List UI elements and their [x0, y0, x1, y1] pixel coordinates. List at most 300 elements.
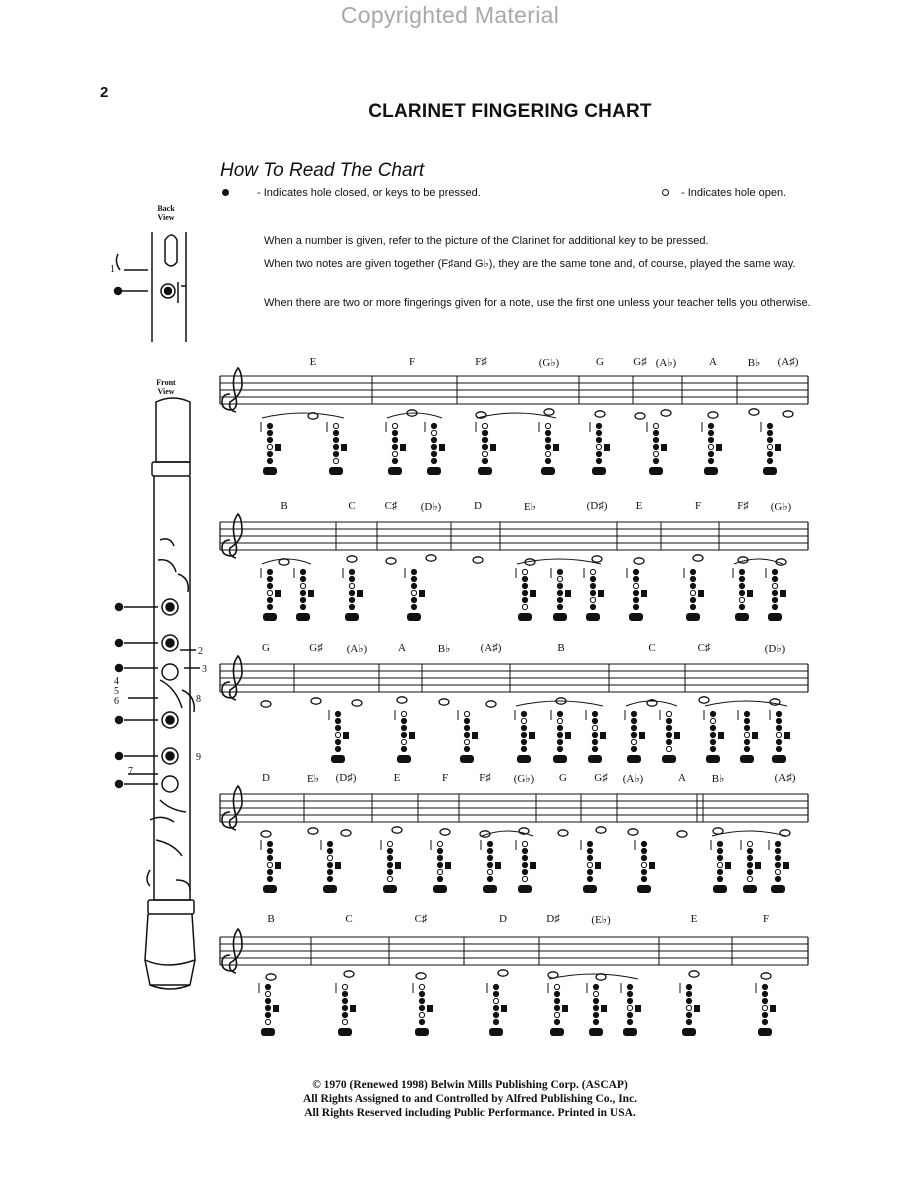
- closed-hole-icon: [690, 583, 695, 588]
- closed-hole-icon: [265, 998, 270, 1003]
- closed-hole-icon: [596, 430, 601, 435]
- key-number: 8: [196, 694, 201, 705]
- open-hole-icon: [545, 423, 550, 428]
- closed-hole-icon: [776, 711, 781, 716]
- side-key-icon: [747, 590, 753, 597]
- closed-hole-icon: [776, 739, 781, 744]
- closed-hole-icon: [437, 848, 442, 853]
- closed-hole-icon: [653, 437, 658, 442]
- note-name: E♭: [307, 773, 319, 785]
- alternate-bracket: [549, 974, 638, 979]
- note-name: (D♭): [764, 643, 786, 655]
- closed-hole-icon: [267, 876, 272, 881]
- note-name: C♯: [697, 642, 711, 654]
- closed-hole-icon: [666, 725, 671, 730]
- legend-closed: [222, 187, 481, 199]
- closed-hole-icon: [411, 569, 416, 574]
- note-head: [647, 700, 657, 706]
- closed-hole-icon: [717, 841, 722, 846]
- closed-hole-icon: [335, 718, 340, 723]
- key-cluster-icon: [329, 467, 343, 475]
- closed-hole-icon: [267, 423, 272, 428]
- note-head: [266, 974, 276, 980]
- closed-hole-icon: [767, 451, 772, 456]
- closed-hole-icon: [349, 576, 354, 581]
- open-hole-icon: [265, 1019, 270, 1024]
- key-cluster-icon: [338, 1028, 352, 1036]
- closed-hole-icon: [627, 984, 632, 989]
- note-head: [776, 559, 786, 565]
- open-dot-icon: [662, 189, 669, 196]
- note-head: [548, 972, 558, 978]
- open-hole-icon: [349, 583, 354, 588]
- note-head: [407, 410, 417, 416]
- closed-hole-icon: [545, 430, 550, 435]
- closed-hole-icon: [739, 604, 744, 609]
- closed-hole-icon: [587, 855, 592, 860]
- open-hole-icon: [762, 1005, 767, 1010]
- note-head: [525, 559, 535, 565]
- open-hole-icon: [776, 732, 781, 737]
- closed-hole-icon: [641, 855, 646, 860]
- closed-hole-icon: [387, 869, 392, 874]
- open-hole-icon: [265, 991, 270, 996]
- alternate-bracket: [262, 559, 311, 564]
- note-name: C: [345, 913, 353, 925]
- closed-hole-icon: [349, 604, 354, 609]
- key-cluster-icon: [758, 1028, 772, 1036]
- closed-hole-icon: [747, 848, 752, 853]
- closed-hole-icon: [545, 444, 550, 449]
- note-head: [311, 698, 321, 704]
- key-cluster-icon: [629, 613, 643, 621]
- closed-hole-icon: [431, 437, 436, 442]
- side-key-icon: [529, 732, 535, 739]
- side-key-icon: [752, 732, 758, 739]
- closed-hole-icon: [335, 739, 340, 744]
- closed-hole-icon: [487, 841, 492, 846]
- side-key-icon: [439, 444, 445, 451]
- closed-hole-icon: [554, 991, 559, 996]
- open-hole-icon: [482, 451, 487, 456]
- clarinet-back-view: [115, 232, 187, 342]
- closed-hole-icon: [392, 430, 397, 435]
- clarinet-front-view: [116, 398, 201, 989]
- closed-hole-icon: [592, 739, 597, 744]
- open-hole-icon: [522, 876, 527, 881]
- closed-hole-icon: [708, 437, 713, 442]
- closed-hole-icon: [482, 444, 487, 449]
- open-hole-icon: [767, 444, 772, 449]
- closed-hole-icon: [775, 841, 780, 846]
- side-key-icon: [694, 1005, 700, 1012]
- note-head: [595, 411, 605, 417]
- closed-hole-icon: [596, 423, 601, 428]
- treble-clef-icon: [222, 929, 242, 973]
- note-name: F: [694, 500, 702, 512]
- side-key-icon: [350, 1005, 356, 1012]
- key-cluster-icon: [541, 467, 555, 475]
- open-hole-icon: [464, 711, 469, 716]
- closed-hole-icon: [464, 746, 469, 751]
- open-hole-icon: [653, 451, 658, 456]
- note-head: [749, 409, 759, 415]
- closed-hole-icon: [633, 604, 638, 609]
- open-hole-icon: [267, 590, 272, 595]
- open-hole-icon: [557, 576, 562, 581]
- note-name: F: [762, 913, 770, 925]
- open-hole-icon: [392, 451, 397, 456]
- key-number: 7: [128, 766, 133, 777]
- copyright-line: © 1970 (Renewed 1998) Belwin Mills Publishing Corp. (ASCAP): [312, 1079, 628, 1091]
- closed-hole-icon: [775, 862, 780, 867]
- closed-hole-icon: [327, 869, 332, 874]
- closed-hole-icon: [522, 597, 527, 602]
- key-cluster-icon: [263, 885, 277, 893]
- closed-hole-icon: [739, 576, 744, 581]
- note-name: C♯: [384, 500, 398, 512]
- closed-hole-icon: [522, 869, 527, 874]
- key-cluster-icon: [623, 1028, 637, 1036]
- open-hole-icon: [593, 991, 598, 996]
- note-name: F: [408, 356, 416, 368]
- key-cluster-icon: [662, 755, 676, 763]
- key-cluster-icon: [489, 1028, 503, 1036]
- closed-hole-icon: [267, 597, 272, 602]
- closed-hole-icon: [267, 458, 272, 463]
- closed-hole-icon: [592, 746, 597, 751]
- closed-hole-icon: [557, 604, 562, 609]
- open-hole-icon: [333, 423, 338, 428]
- closed-hole-icon: [708, 423, 713, 428]
- note-name: (A♯): [774, 772, 796, 784]
- key-cluster-icon: [345, 613, 359, 621]
- note-name: G: [262, 642, 270, 654]
- closed-hole-icon: [267, 855, 272, 860]
- note-name: E: [635, 500, 643, 512]
- key-cluster-icon: [743, 885, 757, 893]
- watermark: Copyrighted Material: [340, 2, 560, 28]
- note-name: G: [596, 356, 604, 368]
- closed-hole-icon: [593, 998, 598, 1003]
- closed-hole-icon: [710, 711, 715, 716]
- closed-hole-icon: [590, 576, 595, 581]
- open-hole-icon: [627, 1005, 632, 1010]
- note-head: [558, 830, 568, 836]
- note-name: B♭: [747, 357, 761, 369]
- closed-hole-icon: [522, 848, 527, 853]
- open-hole-icon: [419, 984, 424, 989]
- note-name: (D♭): [420, 501, 442, 513]
- closed-hole-icon: [708, 458, 713, 463]
- note-head: [634, 558, 644, 564]
- open-hole-icon: [747, 876, 752, 881]
- closed-hole-icon: [767, 437, 772, 442]
- closed-hole-icon: [431, 451, 436, 456]
- side-key-icon: [275, 590, 281, 597]
- open-hole-icon: [521, 718, 526, 723]
- note-name: E: [690, 913, 698, 925]
- closed-hole-icon: [522, 855, 527, 860]
- closed-hole-icon: [387, 862, 392, 867]
- note-name: B: [280, 500, 288, 512]
- closed-hole-icon: [744, 746, 749, 751]
- closed-hole-icon: [349, 597, 354, 602]
- note-name: F♯: [475, 356, 487, 368]
- closed-hole-icon: [557, 746, 562, 751]
- closed-hole-icon: [690, 576, 695, 581]
- open-hole-icon: [587, 862, 592, 867]
- closed-hole-icon: [487, 855, 492, 860]
- key-cluster-icon: [478, 467, 492, 475]
- side-key-icon: [783, 862, 789, 869]
- note-name: A: [709, 356, 717, 368]
- closed-hole-icon: [521, 732, 526, 737]
- closed-hole-icon: [335, 746, 340, 751]
- key-cluster-icon: [740, 755, 754, 763]
- closed-hole-icon: [487, 876, 492, 881]
- side-key-icon: [674, 732, 680, 739]
- open-hole-icon: [300, 583, 305, 588]
- closed-hole-icon: [557, 583, 562, 588]
- open-hole-icon: [522, 569, 527, 574]
- closed-hole-icon: [557, 725, 562, 730]
- key-cluster-icon: [263, 467, 277, 475]
- open-hole-icon: [522, 604, 527, 609]
- closed-hole-icon: [482, 437, 487, 442]
- closed-hole-icon: [411, 604, 416, 609]
- closed-hole-icon: [633, 590, 638, 595]
- back-view-label: Back View: [157, 204, 175, 222]
- note-head: [677, 831, 687, 837]
- side-key-icon: [308, 590, 314, 597]
- side-key-icon: [698, 590, 704, 597]
- open-hole-icon: [411, 590, 416, 595]
- key-cluster-icon: [553, 755, 567, 763]
- note-name: B♭: [711, 773, 725, 785]
- key-cluster-icon: [592, 467, 606, 475]
- note-head: [426, 555, 436, 561]
- note-head: [770, 699, 780, 705]
- open-hole-icon: [545, 451, 550, 456]
- closed-hole-icon: [641, 876, 646, 881]
- note-name: D: [499, 913, 507, 925]
- key-cluster-icon: [296, 613, 310, 621]
- note-name: D: [474, 500, 482, 512]
- closed-hole-icon: [342, 998, 347, 1003]
- legend-open-text: - Indicates hole open.: [681, 187, 787, 199]
- note-head: [308, 413, 318, 419]
- note-head: [476, 412, 486, 418]
- closed-hole-icon: [419, 998, 424, 1003]
- open-hole-icon: [437, 841, 442, 846]
- closed-hole-icon: [392, 437, 397, 442]
- closed-hole-icon: [300, 590, 305, 595]
- closed-hole-icon: [631, 732, 636, 737]
- closed-hole-icon: [708, 430, 713, 435]
- key-cluster-icon: [637, 885, 651, 893]
- note-head: [783, 411, 793, 417]
- side-key-icon: [780, 590, 786, 597]
- closed-hole-icon: [631, 711, 636, 716]
- open-hole-icon: [487, 869, 492, 874]
- closed-hole-icon: [557, 732, 562, 737]
- closed-hole-icon: [747, 855, 752, 860]
- key-cluster-icon: [415, 1028, 429, 1036]
- side-key-icon: [273, 1005, 279, 1012]
- closed-hole-icon: [592, 732, 597, 737]
- alternate-bracket: [387, 413, 442, 418]
- closed-hole-icon: [267, 869, 272, 874]
- note-head: [261, 831, 271, 837]
- closed-hole-icon: [401, 746, 406, 751]
- closed-hole-icon: [522, 862, 527, 867]
- open-hole-icon: [631, 739, 636, 744]
- closed-hole-icon: [631, 725, 636, 730]
- closed-hole-icon: [710, 746, 715, 751]
- key-number: 2: [198, 646, 203, 657]
- closed-hole-icon: [333, 430, 338, 435]
- key-cluster-icon: [713, 885, 727, 893]
- page-number: 2: [100, 84, 109, 101]
- closed-hole-icon: [327, 862, 332, 867]
- alternate-bracket: [516, 701, 603, 706]
- side-key-icon: [595, 862, 601, 869]
- open-hole-icon: [592, 725, 597, 730]
- open-hole-icon: [744, 732, 749, 737]
- open-hole-icon: [554, 1012, 559, 1017]
- open-hole-icon: [342, 1019, 347, 1024]
- section-heading: How To Read The Chart: [220, 160, 425, 181]
- note-name: E: [393, 772, 401, 784]
- open-hole-icon: [267, 862, 272, 867]
- closed-hole-icon: [744, 718, 749, 723]
- alternate-bracket: [482, 831, 533, 836]
- closed-hole-icon: [762, 991, 767, 996]
- key-cluster-icon: [682, 1028, 696, 1036]
- note-head: [556, 698, 566, 704]
- key-cluster-icon: [627, 755, 641, 763]
- key-cluster-icon: [686, 613, 700, 621]
- filled-dot-icon: [222, 189, 229, 196]
- closed-hole-icon: [744, 739, 749, 744]
- closed-hole-icon: [631, 746, 636, 751]
- side-key-icon: [275, 862, 281, 869]
- closed-hole-icon: [419, 991, 424, 996]
- key-cluster-icon: [460, 755, 474, 763]
- note-head: [308, 828, 318, 834]
- open-hole-icon: [419, 1012, 424, 1017]
- closed-hole-icon: [300, 604, 305, 609]
- closed-hole-icon: [342, 991, 347, 996]
- closed-hole-icon: [335, 711, 340, 716]
- side-key-icon: [341, 444, 347, 451]
- treble-clef-icon: [222, 368, 242, 412]
- closed-hole-icon: [392, 444, 397, 449]
- closed-hole-icon: [557, 597, 562, 602]
- closed-hole-icon: [776, 718, 781, 723]
- note-name: C: [648, 642, 656, 654]
- key-cluster-icon: [550, 1028, 564, 1036]
- key-cluster-icon: [772, 755, 786, 763]
- closed-hole-icon: [401, 725, 406, 730]
- note-name: G: [559, 772, 567, 784]
- closed-hole-icon: [686, 1012, 691, 1017]
- closed-hole-icon: [744, 725, 749, 730]
- open-hole-icon: [557, 718, 562, 723]
- open-hole-icon: [747, 841, 752, 846]
- side-key-icon: [395, 862, 401, 869]
- closed-hole-icon: [641, 841, 646, 846]
- side-key-icon: [495, 862, 501, 869]
- key-cluster-icon: [586, 613, 600, 621]
- closed-hole-icon: [431, 444, 436, 449]
- side-key-icon: [635, 1005, 641, 1012]
- key-cluster-icon: [388, 467, 402, 475]
- open-hole-icon: [772, 583, 777, 588]
- key-number: 5: [114, 686, 119, 697]
- closed-hole-icon: [487, 862, 492, 867]
- closed-hole-icon: [767, 423, 772, 428]
- note-head: [519, 828, 529, 834]
- closed-hole-icon: [775, 855, 780, 860]
- closed-hole-icon: [482, 458, 487, 463]
- side-key-icon: [601, 1005, 607, 1012]
- side-key-icon: [275, 444, 281, 451]
- note-head: [279, 559, 289, 565]
- closed-hole-icon: [710, 725, 715, 730]
- closed-hole-icon: [437, 862, 442, 867]
- side-key-icon: [562, 1005, 568, 1012]
- closed-hole-icon: [633, 569, 638, 574]
- closed-hole-icon: [411, 597, 416, 602]
- key-cluster-icon: [768, 613, 782, 621]
- key-cluster-icon: [704, 467, 718, 475]
- closed-hole-icon: [587, 869, 592, 874]
- note-head: [693, 555, 703, 561]
- note-head: [661, 410, 671, 416]
- closed-hole-icon: [653, 430, 658, 435]
- note-name: B♭: [437, 643, 451, 655]
- closed-hole-icon: [596, 437, 601, 442]
- side-key-icon: [755, 862, 761, 869]
- closed-hole-icon: [521, 725, 526, 730]
- open-hole-icon: [493, 998, 498, 1003]
- key-cluster-icon: [427, 467, 441, 475]
- key-cluster-icon: [583, 885, 597, 893]
- key-cluster-icon: [397, 755, 411, 763]
- side-key-icon: [718, 732, 724, 739]
- open-hole-icon: [653, 423, 658, 428]
- key-cluster-icon: [383, 885, 397, 893]
- key-cluster-icon: [407, 613, 421, 621]
- side-key-icon: [770, 1005, 776, 1012]
- closed-hole-icon: [631, 718, 636, 723]
- closed-hole-icon: [522, 576, 527, 581]
- closed-hole-icon: [627, 991, 632, 996]
- note-head: [713, 828, 723, 834]
- closed-hole-icon: [521, 711, 526, 716]
- open-hole-icon: [437, 869, 442, 874]
- key-cluster-icon: [589, 1028, 603, 1036]
- note-name: F♯: [737, 500, 749, 512]
- closed-hole-icon: [593, 984, 598, 989]
- open-hole-icon: [522, 841, 527, 846]
- open-hole-icon: [401, 711, 406, 716]
- open-hole-icon: [633, 583, 638, 588]
- note-head: [386, 558, 396, 564]
- side-key-icon: [661, 444, 667, 451]
